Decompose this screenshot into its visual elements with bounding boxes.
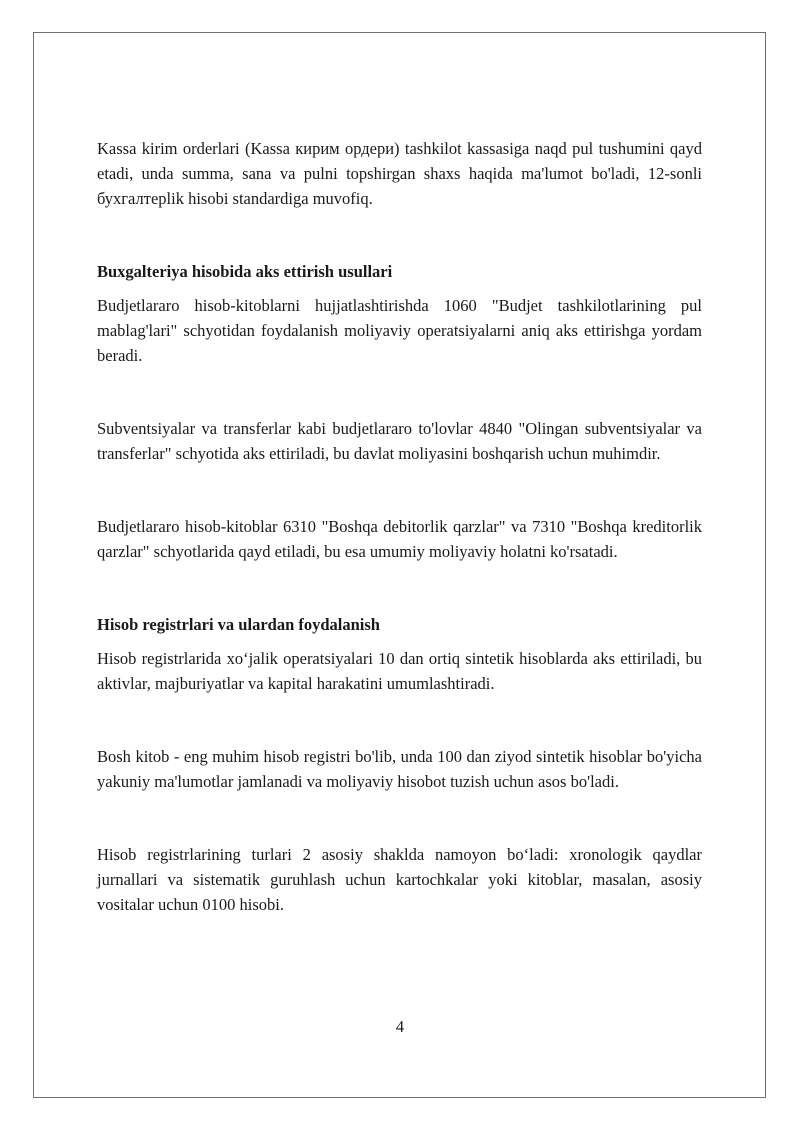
paragraph-registers-operations: Hisob registrlarida xo‘jalik operatsiyalari 10 dan ortiq sintetik hisoblarda aks ettiriladi, bu aktivlar, majburiyatlar va kapital harakatini umumlashtiradi.	[97, 649, 702, 693]
paragraph-general-ledger: Bosh kitob - eng muhim hisob registri bo'lib, unda 100 dan ziyod sintetik hisoblar bo'yicha yakuniy ma'lumotlar jamlanadi va moliyaviy hisobot tuzish uchun asos bo'ladi.	[97, 747, 702, 791]
page-number: 4	[395, 1017, 405, 1036]
paragraph-account-4840: Subventsiyalar va transferlar kabi budjetlararo to'lovlar 4840 "Olingan subventsiyalar va transferlar" schyotida aks ettiriladi, bu davlat moliyasini boshqarish uchun muhimdir.	[97, 419, 702, 463]
paragraph-accounts-6310-7310: Budjetlararo hisob-kitoblar 6310 "Boshqa debitorlik qarzlar" va 7310 "Boshqa kreditorlik qarzlar" schyotlarida qayd etiladi, bu esa umumiy moliyaviy holatni ko'rsatadi.	[97, 517, 702, 561]
document-body	[97, 136, 702, 917]
section-heading-registers: Hisob registrlari va ulardan foydalanish	[97, 615, 380, 634]
section-heading-accounting-methods: Buxgalteriya hisobida aks ettirish usullari	[97, 262, 393, 281]
paragraph-account-1060: Budjetlararo hisob-kitoblarni hujjatlashtirishda 1060 "Budjet tashkilotlarining pul mablag'lari" schyotidan foydalanish moliyaviy operatsiyalarni aniq aks ettirishga yordam beradi.	[97, 296, 702, 365]
paragraph-register-types: Hisob registrlarining turlari 2 asosiy shaklda namoyon bo‘ladi: xronologik qaydlar jurnallari va sistematik guruhlash uchun kartochkalar yoki kitoblar, masalan, asosiy vositalar uchun 0100 hisobi.	[97, 845, 702, 914]
paragraph-kassa-orders: Kassa kirim orderlari (Kassa кирим ордери) tashkilot kassasiga naqd pul tushumini qayd etadi, unda summa, sana va pulni topshirgan shaxs haqida ma'lumot bo'ladi, 12-sonli бухгалтерlik hisobi standardiga muvofiq.	[97, 139, 702, 208]
